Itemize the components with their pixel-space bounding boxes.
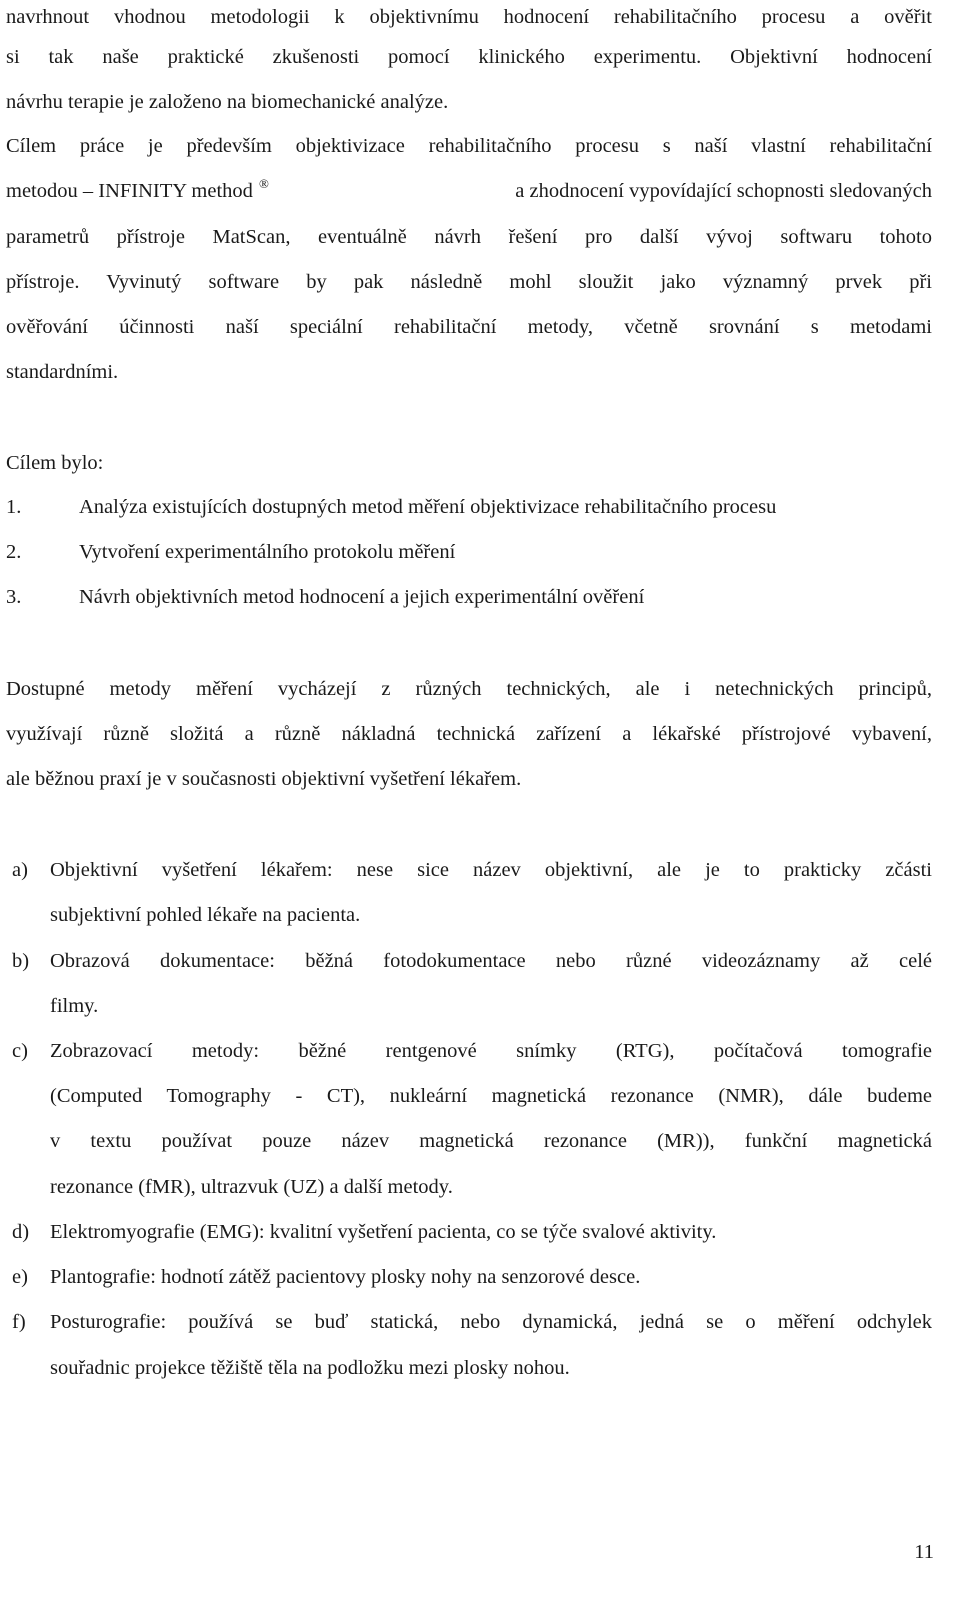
registered-mark: ®	[258, 176, 269, 191]
method-item	[0, 1262, 960, 1292]
goal-text: Analýza existujících dostupných metod měření objektivizace rehabilitačního procesu	[79, 496, 777, 518]
method-item	[0, 855, 960, 885]
method-item	[0, 1036, 960, 1066]
intro-line: navrhnout vhodnou metodologii k objektivnímu hodnocení rehabilitačního procesu a ověřit	[6, 6, 932, 28]
goal-para-segment: a zhodnocení vypovídající schopnosti sledovaných	[515, 180, 932, 202]
method-text: filmy.	[50, 995, 99, 1017]
goal-para-line: standardními.	[6, 361, 119, 383]
goal-number: 3.	[6, 586, 22, 608]
method-item-cont	[0, 1126, 960, 1156]
method-text: (Computed Tomography - CT), nukleární magnetická rezonance (NMR), dále budeme	[50, 1085, 932, 1107]
method-item-cont	[0, 1081, 960, 1111]
goal-para-line: přístroje. Vyvinutý software by pak následně mohl sloužit jako významný prvek při	[6, 271, 932, 293]
method-label: c)	[12, 1040, 28, 1062]
goal-para-line-2	[6, 176, 932, 206]
method-item	[0, 1217, 960, 1247]
page-number: 11	[914, 1541, 934, 1563]
method-label: e)	[12, 1266, 28, 1288]
method-text: souřadnic projekce těžiště těla na podložku mezi plosky nohou.	[50, 1357, 570, 1379]
method-text: rezonance (fMR), ultrazvuk (UZ) a další metody.	[50, 1176, 453, 1198]
goal-para-line: parametrů přístroje MatScan, eventuálně návrh řešení pro další vývoj softwaru tohoto	[6, 226, 932, 248]
method-text: Posturografie: používá se buď statická, nebo dynamická, jedná se o měření odchylek	[50, 1311, 932, 1333]
methods-para-line: využívají různě složitá a různě nákladná technická zařízení a lékařské přístrojové vybavení,	[6, 723, 932, 745]
goal-text: Návrh objektivních metod hodnocení a jejich experimentální ověření	[79, 586, 645, 608]
method-item-cont	[0, 1353, 960, 1383]
goal-item	[0, 492, 960, 522]
method-label: d)	[12, 1221, 30, 1243]
intro-line: návrhu terapie je založeno na biomechanické analýze.	[6, 91, 449, 113]
goal-para-segment: metodou – INFINITY method	[6, 180, 253, 202]
method-item-cont	[0, 1172, 960, 1202]
goal-para-line: Cílem práce je především objektivizace rehabilitačního procesu s naší vlastní rehabilitační	[6, 135, 932, 157]
methods-para-line: Dostupné metody měření vycházejí z různých technických, ale i netechnických principů,	[6, 678, 932, 700]
method-text: Objektivní vyšetření lékařem: nese sice název objektivní, ale je to prakticky zčásti	[50, 859, 932, 881]
goals-heading: Cílem bylo:	[6, 452, 104, 474]
method-item	[0, 946, 960, 976]
goal-item	[0, 582, 960, 612]
method-label: f)	[12, 1311, 26, 1333]
goal-para-line: ověřování účinnosti naší speciální rehabilitační metody, včetně srovnání s metodami	[6, 316, 932, 338]
method-item-cont	[0, 991, 960, 1021]
method-text: v textu používat pouze název magnetická rezonance (MR)), funkční magnetická	[50, 1130, 932, 1152]
goal-number: 2.	[6, 541, 22, 563]
method-text: Plantografie: hodnotí zátěž pacientovy plosky nohy na senzorové desce.	[50, 1266, 641, 1288]
methods-para-line: ale běžnou praxí je v současnosti objektivní vyšetření lékařem.	[6, 768, 522, 790]
goal-item	[0, 537, 960, 567]
method-text: Elektromyografie (EMG): kvalitní vyšetření pacienta, co se týče svalové aktivity.	[50, 1221, 717, 1243]
intro-line: si tak naše praktické zkušenosti pomocí klinického experimentu. Objektivní hodnocení	[6, 46, 932, 68]
method-label: a)	[12, 859, 28, 881]
goal-number: 1.	[6, 496, 22, 518]
method-item-cont	[0, 900, 960, 930]
method-text: subjektivní pohled lékaře na pacienta.	[50, 904, 361, 926]
method-item	[0, 1307, 960, 1337]
method-text: Obrazová dokumentace: běžná fotodokumentace nebo různé videozáznamy až celé	[50, 950, 932, 972]
goal-text: Vytvoření experimentálního protokolu měření	[79, 541, 456, 563]
method-label: b)	[12, 950, 30, 972]
method-text: Zobrazovací metody: běžné rentgenové snímky (RTG), počítačová tomografie	[50, 1040, 932, 1062]
